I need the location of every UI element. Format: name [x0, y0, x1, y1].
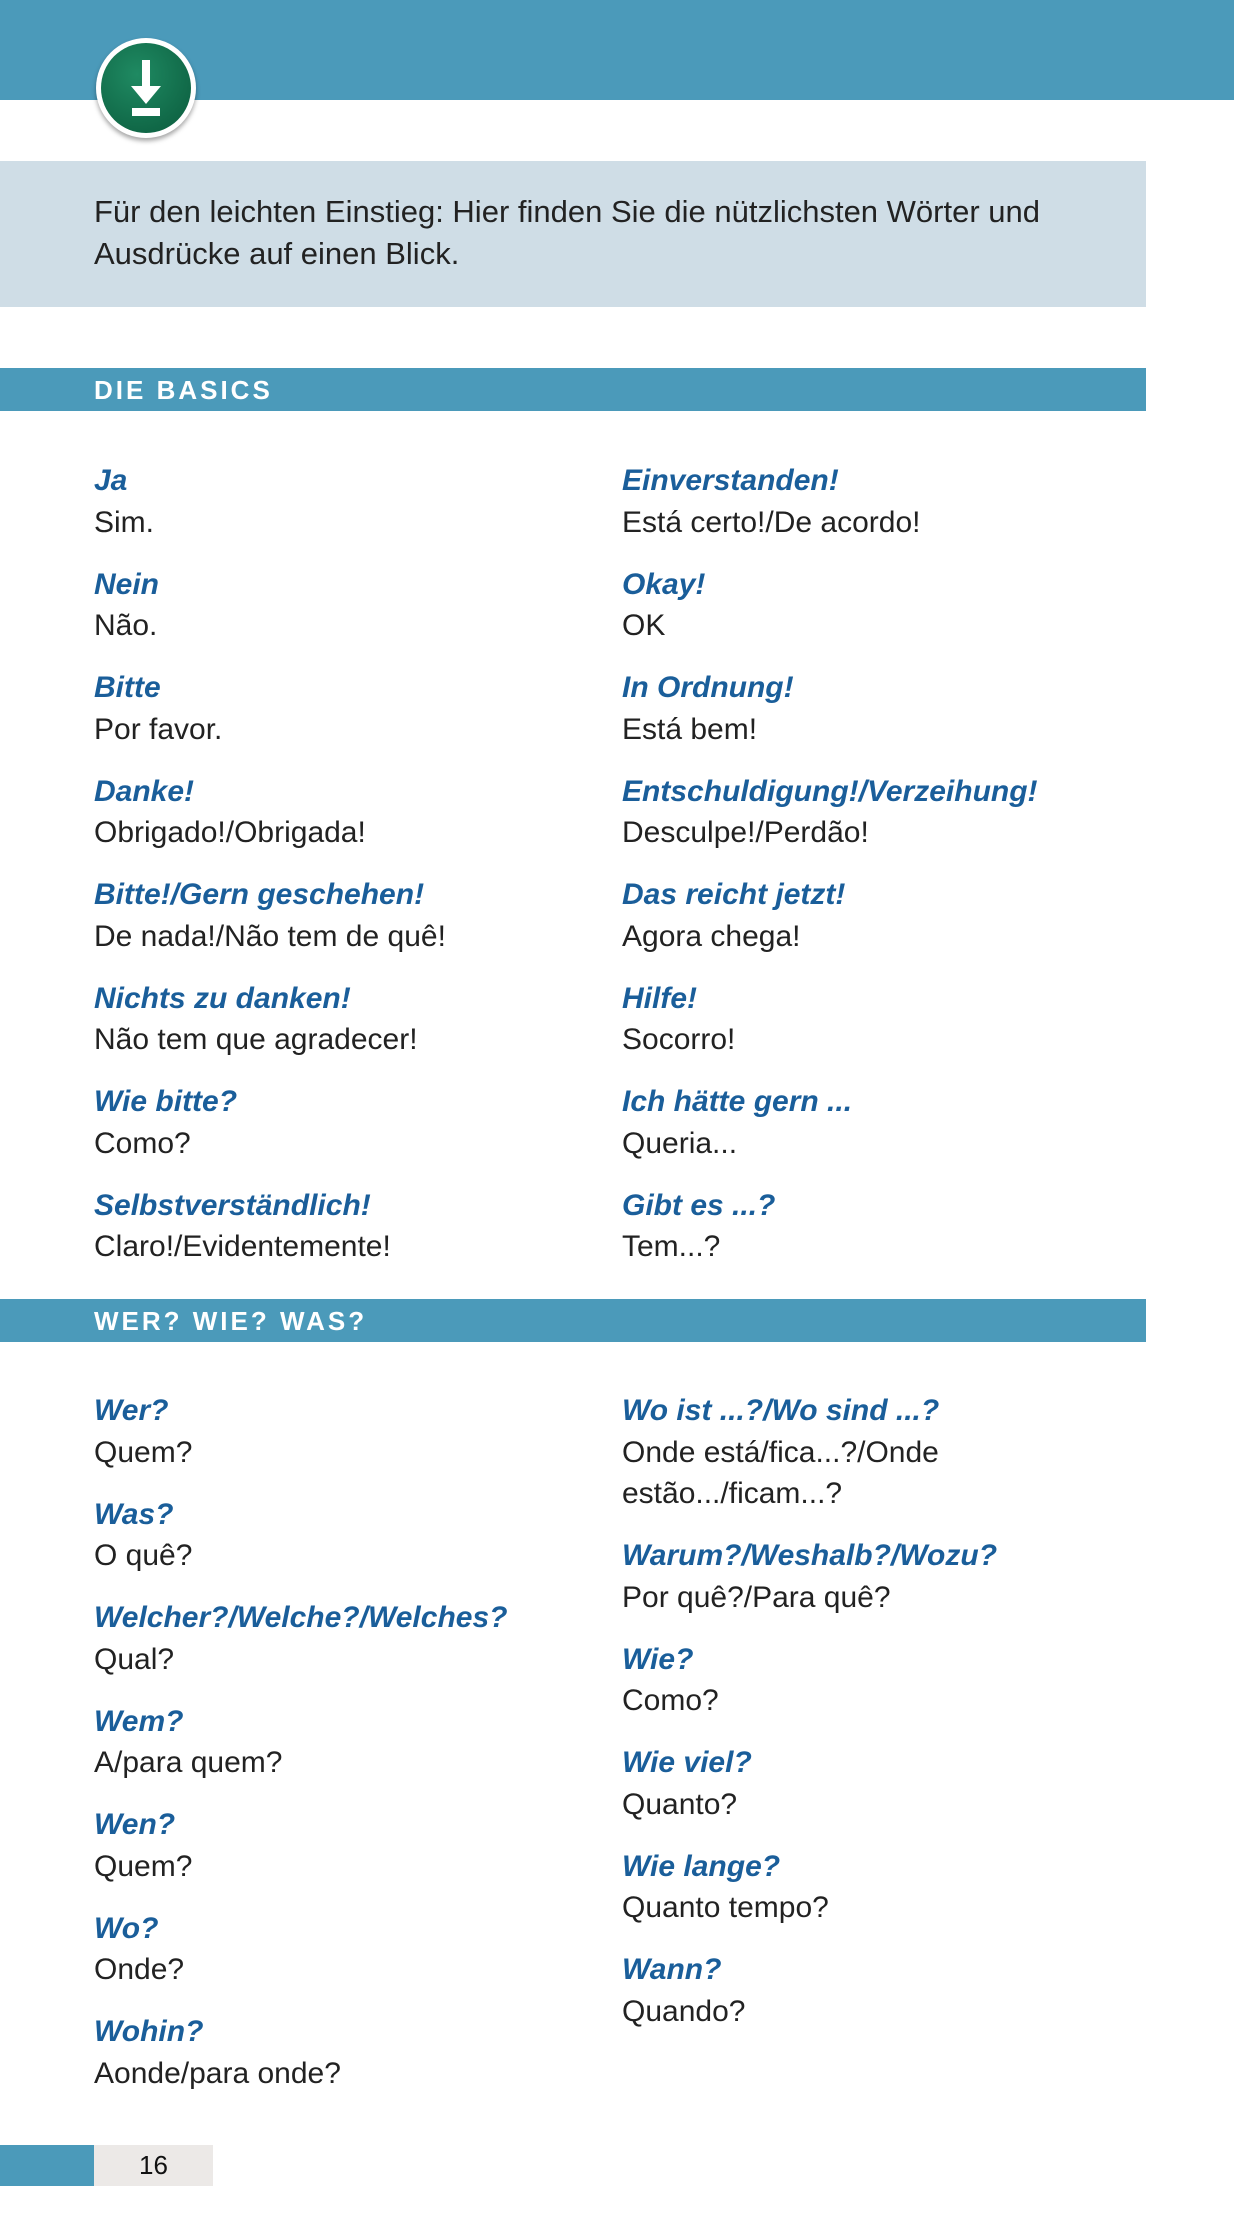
download-icon: [96, 38, 196, 138]
portuguese-translation: Está certo!/De acordo!: [622, 505, 921, 539]
portuguese-translation: Onde?: [94, 1953, 185, 1986]
german-phrase: Entschuldigung!/Verzeihung!: [622, 774, 1038, 808]
phrase-entry: [94, 2011, 614, 2094]
german-phrase: Gibt es ...?: [622, 1188, 776, 1222]
portuguese-translation: Qual?: [94, 1642, 175, 1676]
questions-left-column: [94, 1390, 614, 2115]
phrase-entry: [94, 1390, 614, 1473]
phrase-entry: [622, 1639, 1042, 1722]
portuguese-translation: Por quê?/Para quê?: [622, 1580, 891, 1614]
german-phrase: Wie bitte?: [94, 1085, 238, 1118]
phrase-entry: [94, 460, 614, 543]
phrase-entry: [622, 564, 1142, 647]
portuguese-translation: Sim.: [94, 505, 154, 539]
german-phrase: Selbstverständlich!: [94, 1188, 371, 1222]
phrase-entry: [622, 1742, 1042, 1825]
portuguese-translation: Queria...: [622, 1126, 738, 1160]
phrase-entry: [94, 1597, 614, 1680]
section-title: DIE BASICS: [94, 375, 273, 405]
basics-left-column: [94, 460, 614, 1288]
german-phrase: Nein: [94, 567, 160, 601]
section-header-questions: [0, 1299, 1146, 1342]
phrase-entry: [622, 1081, 1142, 1164]
german-phrase: Wie viel?: [622, 1746, 752, 1779]
portuguese-translation: Aonde/para onde?: [94, 2056, 341, 2090]
phrase-entry: [94, 978, 614, 1061]
german-phrase: Wer?: [94, 1394, 169, 1427]
portuguese-translation: Onde está/fica...?/Onde estão.../ficam...?: [622, 1435, 939, 1510]
phrase-entry: [622, 1846, 1042, 1929]
german-phrase: Wen?: [94, 1808, 176, 1841]
german-phrase: Wem?: [94, 1704, 184, 1738]
phrase-entry: [94, 1804, 614, 1887]
portuguese-translation: Quando?: [622, 1994, 746, 2028]
phrase-entry: [622, 978, 1142, 1061]
portuguese-translation: Por favor.: [94, 712, 223, 746]
portuguese-translation: Está bem!: [622, 712, 758, 746]
phrase-entry: [622, 874, 1142, 957]
phrase-entry: [622, 667, 1142, 750]
german-phrase: Hilfe!: [622, 981, 697, 1015]
german-phrase: Ich hätte gern ...: [622, 1085, 853, 1118]
page-number: 16: [94, 2145, 213, 2186]
german-phrase: Welcher?/Welche?/Welches?: [94, 1601, 508, 1634]
portuguese-translation: De nada!/Não tem de quê!: [94, 919, 446, 953]
german-phrase: Einverstanden!: [622, 464, 839, 497]
portuguese-translation: Quanto tempo?: [622, 1891, 829, 1924]
phrase-entry: [94, 564, 614, 647]
phrase-entry: [94, 1081, 614, 1164]
phrase-entry: [622, 771, 1142, 854]
phrase-entry: [94, 667, 614, 750]
german-phrase: Nichts zu danken!: [94, 981, 351, 1015]
portuguese-translation: OK: [622, 609, 666, 642]
german-phrase: Danke!: [94, 774, 195, 808]
portuguese-translation: Como?: [622, 1684, 719, 1717]
portuguese-translation: Claro!/Evidentemente!: [94, 1230, 391, 1263]
german-phrase: Das reicht jetzt!: [622, 878, 846, 911]
portuguese-translation: Quem?: [94, 1435, 193, 1469]
german-phrase: Bitte!/Gern geschehen!: [94, 878, 425, 911]
section-title: WER? WIE? WAS?: [94, 1306, 368, 1336]
german-phrase: Wo ist ...?/Wo sind ...?: [622, 1394, 940, 1427]
german-phrase: Was?: [94, 1497, 174, 1531]
phrase-entry: [622, 1535, 1042, 1618]
phrase-entry: [94, 1185, 614, 1268]
portuguese-translation: Desculpe!/Perdão!: [622, 816, 869, 849]
phrase-entry: [94, 874, 614, 957]
portuguese-translation: Quanto?: [622, 1787, 738, 1821]
phrase-entry: [622, 460, 1142, 543]
german-phrase: Okay!: [622, 567, 706, 601]
german-phrase: Wie lange?: [622, 1849, 781, 1883]
portuguese-translation: Agora chega!: [622, 919, 801, 953]
portuguese-translation: Como?: [94, 1126, 191, 1160]
portuguese-translation: Não.: [94, 609, 158, 642]
section-header-basics: [0, 368, 1146, 411]
portuguese-translation: Tem...?: [622, 1230, 721, 1263]
german-phrase: Warum?/Weshalb?/Wozu?: [622, 1539, 998, 1572]
phrase-entry: [94, 1494, 614, 1577]
phrase-entry: [94, 1701, 614, 1784]
portuguese-translation: Quem?: [94, 1849, 193, 1883]
footer-band: [0, 2145, 94, 2186]
german-phrase: Wie?: [622, 1642, 694, 1676]
portuguese-translation: Obrigado!/Obrigada!: [94, 816, 366, 849]
phrase-entry: [94, 771, 614, 854]
questions-right-column: [622, 1390, 1042, 2053]
german-phrase: Ja: [94, 464, 128, 497]
german-phrase: Wann?: [622, 1953, 722, 1986]
german-phrase: Wo?: [94, 1911, 159, 1945]
german-phrase: In Ordnung!: [622, 671, 794, 704]
german-phrase: Wohin?: [94, 2015, 204, 2048]
portuguese-translation: O quê?: [94, 1539, 193, 1572]
intro-box: [0, 161, 1146, 307]
phrase-entry: [622, 1949, 1042, 2032]
phrase-entry: [622, 1185, 1142, 1268]
basics-right-column: [622, 460, 1142, 1288]
portuguese-translation: Não tem que agradecer!: [94, 1023, 418, 1056]
phrase-entry: [622, 1390, 1042, 1515]
german-phrase: Bitte: [94, 671, 161, 704]
portuguese-translation: A/para quem?: [94, 1746, 283, 1779]
intro-text: Für den leichten Einstieg: Hier finden Sie die nützlichsten Wörter und Ausdrücke auf einen Blick.: [94, 194, 1040, 271]
phrase-entry: [94, 1908, 614, 1991]
portuguese-translation: Socorro!: [622, 1023, 736, 1056]
